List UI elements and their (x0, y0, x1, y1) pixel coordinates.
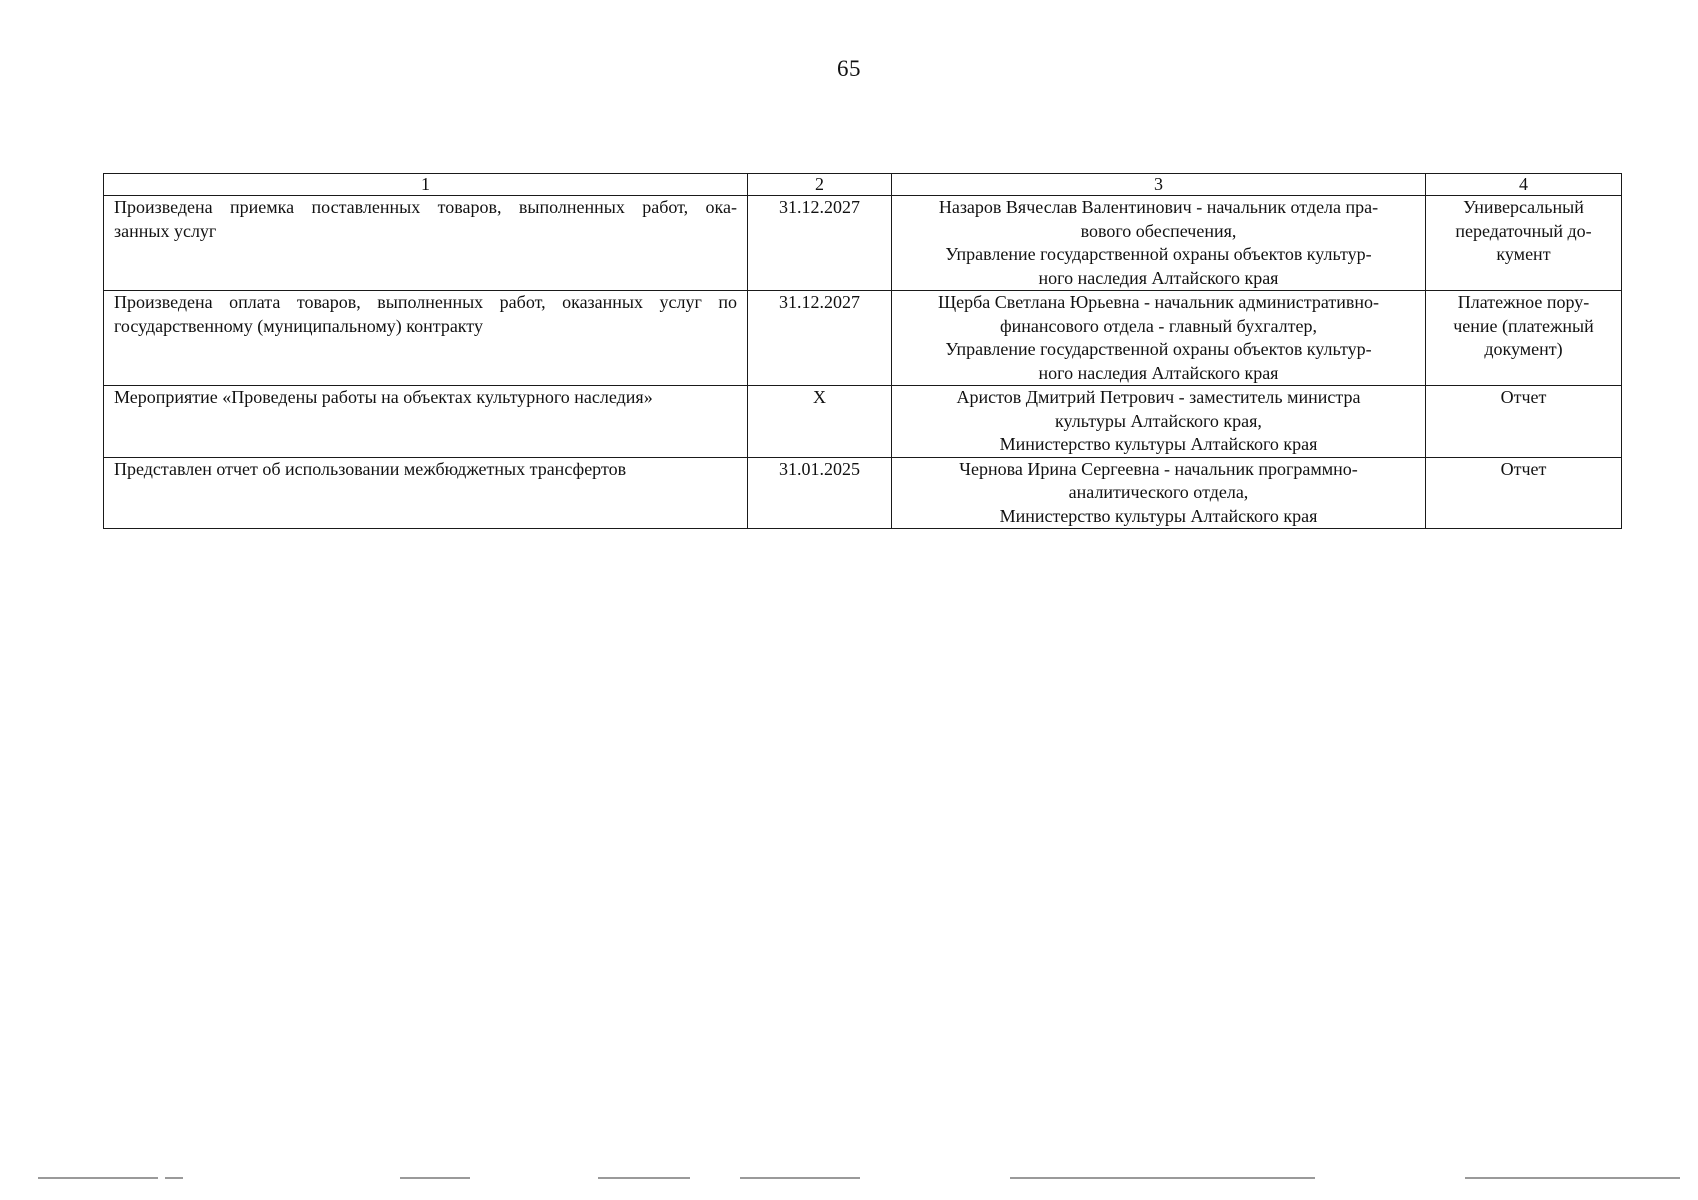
table-header-row (104, 174, 1622, 196)
event-cell (104, 196, 748, 291)
responsible-text-line: Щерба Светлана Юрьевна - начальник административно- (938, 292, 1379, 312)
document-text-line: чение (платежный (1453, 315, 1594, 336)
document-text-line: Отчет (1500, 387, 1547, 407)
column-header-4: 4 (1426, 174, 1622, 196)
control-points-table (103, 173, 1622, 529)
responsible-cell (892, 457, 1426, 529)
responsible-text-line: ного наследия Алтайского края (1038, 362, 1279, 383)
column-header-1: 1 (104, 174, 748, 196)
event-text-line: занных услуг (114, 220, 217, 241)
responsible-cell (892, 386, 1426, 458)
scan-artifact-lines (0, 1177, 1698, 1181)
date-cell: X (748, 386, 892, 458)
event-text-line: Произведена оплата товаров, выполненных работ, оказанных услуг по (114, 292, 737, 312)
document-text-line: Отчет (1500, 458, 1547, 479)
responsible-text-line: ного наследия Алтайского края (1038, 267, 1279, 288)
date-cell: 31.12.2027 (748, 291, 892, 386)
document-text-line: Платежное пору- (1457, 292, 1590, 312)
responsible-text-line: Министерство культуры Алтайского края (999, 505, 1318, 526)
responsible-text-line: культуры Алтайского края, (1055, 410, 1262, 431)
event-text-line: Произведена приемка поставленных товаров, выполненных работ, ока- (114, 197, 737, 217)
document-text-line: Универсальный (1463, 197, 1584, 217)
document-cell (1426, 291, 1622, 386)
document-cell (1426, 196, 1622, 291)
responsible-text-line: Министерство культуры Алтайского края (999, 434, 1318, 454)
table-row (104, 196, 1622, 291)
event-text-line: государственному (муниципальному) контракту (114, 315, 483, 336)
column-header-2: 2 (748, 174, 892, 196)
document-cell (1426, 386, 1622, 458)
document-cell (1426, 457, 1622, 529)
document-text-line: передаточный до- (1455, 220, 1592, 241)
column-header-3: 3 (892, 174, 1426, 196)
table-row (104, 291, 1622, 386)
responsible-text-line: финансового отдела - главный бухгалтер, (1000, 315, 1317, 336)
event-cell (104, 291, 748, 386)
responsible-cell (892, 196, 1426, 291)
responsible-text-line: вового обеспечения, (1080, 220, 1237, 241)
document-text-line: документ) (1484, 339, 1563, 359)
document-text-line: кумент (1496, 244, 1551, 264)
table-row (104, 457, 1622, 529)
table-row (104, 386, 1622, 458)
date-cell: 31.12.2027 (748, 196, 892, 291)
responsible-text-line: Управление государственной охраны объектов культур- (945, 244, 1372, 264)
event-text-line: Представлен отчет об использовании межбюджетных трансфертов (114, 458, 627, 479)
responsible-text-line: Управление государственной охраны объектов культур- (945, 339, 1372, 359)
responsible-cell (892, 291, 1426, 386)
page-number: 65 (837, 56, 861, 81)
event-cell (104, 457, 748, 529)
responsible-text-line: Аристов Дмитрий Петрович - заместитель министра (956, 387, 1361, 407)
responsible-text-line: Назаров Вячеслав Валентинович - начальник отдела пра- (938, 197, 1379, 217)
responsible-text-line: аналитического отдела, (1068, 482, 1249, 502)
responsible-text-line: Чернова Ирина Сергеевна - начальник программно- (959, 458, 1358, 479)
date-cell: 31.01.2025 (748, 457, 892, 529)
event-text-line: Мероприятие «Проведены работы на объектах культурного наследия» (114, 387, 653, 407)
event-cell (104, 386, 748, 458)
